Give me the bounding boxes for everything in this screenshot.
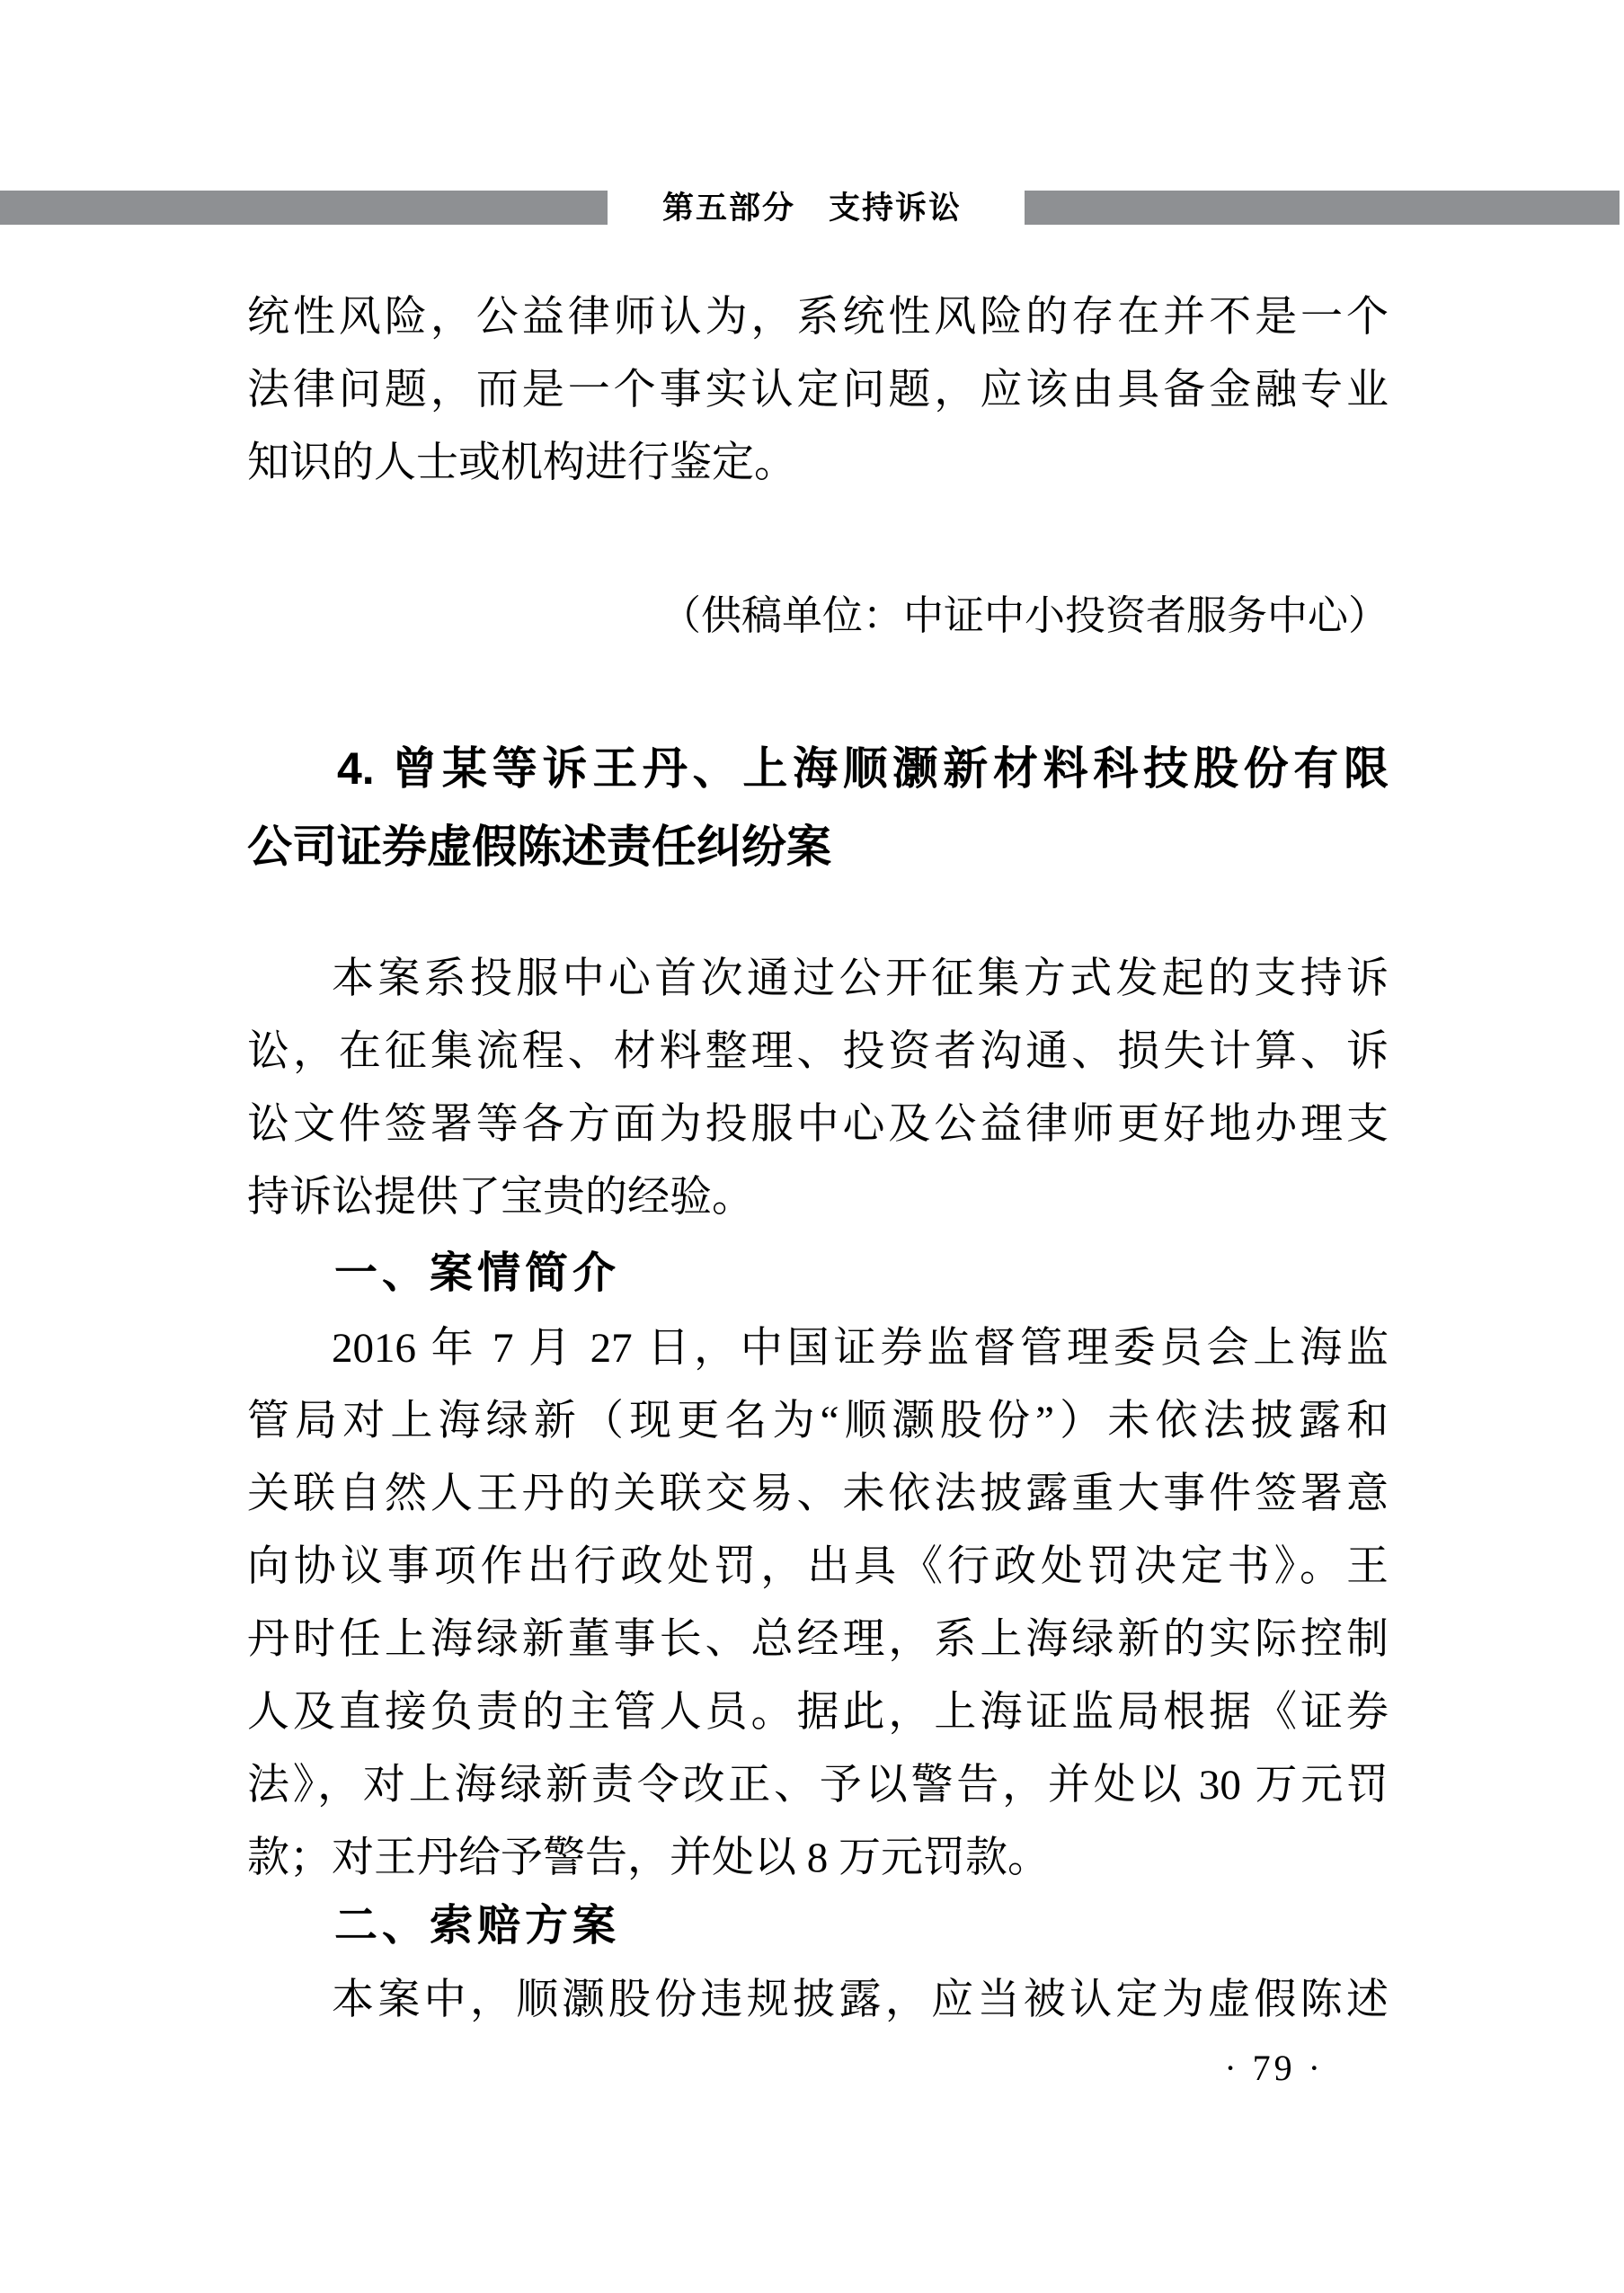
- body-line: 款；对王丹给予警告，并处以 8 万元罚款。: [247, 1835, 1050, 1881]
- paragraph-case-intro: [247, 943, 1389, 1234]
- section-heading-line: 公司证券虚假陈述责任纠纷案: [247, 822, 831, 872]
- paragraph-case-summary: [247, 1312, 1389, 1895]
- body-line: 2016 年 7 月 27 日，中国证券监督管理委员会上海监: [332, 1325, 1389, 1372]
- body-line: 持诉讼提供了宝贵的经验。: [247, 1174, 754, 1221]
- body-line: 向协议事项作出行政处罚，出具《行政处罚决定书》。王: [247, 1543, 1389, 1590]
- page-number: · 79 ·: [1224, 2048, 1324, 2088]
- paragraph-systemic-risk: [247, 281, 1389, 500]
- body-line: 统性风险，公益律师认为，系统性风险的存在并不是一个: [247, 294, 1389, 341]
- body-line: 丹时任上海绿新董事长、总经理，系上海绿新的实际控制: [247, 1616, 1389, 1663]
- paragraph-claim-plan: [247, 1964, 1389, 2037]
- body-line: 管局对上海绿新（现更名为“顺灏股份”）未依法披露和: [247, 1398, 1389, 1444]
- body-line: 法》，对上海绿新责令改正、予以警告，并处以 30 万元罚: [247, 1762, 1389, 1809]
- body-line: 讼，在征集流程、材料整理、投资者沟通、损失计算、诉: [247, 1028, 1389, 1075]
- attribution-line: （供稿单位：中证中小投资者服务中心）: [660, 593, 1389, 638]
- body-line: 讼文件签署等各方面为投服中心及公益律师更好地办理支: [247, 1101, 1389, 1148]
- subheading-case-summary: 一、案情简介: [334, 1249, 621, 1297]
- subheading-claim-plan: 二、索赔方案: [334, 1902, 621, 1950]
- body-line: 本案中，顺灏股份违规披露，应当被认定为虚假陈述: [332, 1977, 1389, 2023]
- running-header-title: 第五部分 支持诉讼: [661, 191, 962, 226]
- body-line: 关联自然人王丹的关联交易、未依法披露重大事件签署意: [247, 1471, 1389, 1517]
- section-heading-line: 4. 曾某等诉王丹、上海顺灏新材料科技股份有限: [337, 743, 1389, 794]
- body-line: 知识的人士或机构进行鉴定。: [247, 440, 796, 486]
- body-line: 法律问题，而是一个事实认定问题，应该由具备金融专业: [247, 367, 1389, 413]
- body-line: 人及直接负责的主管人员。据此，上海证监局根据《证券: [247, 1689, 1389, 1736]
- section-heading-case4: [247, 730, 1389, 886]
- body-line: 本案系投服中心首次通过公开征集方式发起的支持诉: [332, 955, 1389, 1002]
